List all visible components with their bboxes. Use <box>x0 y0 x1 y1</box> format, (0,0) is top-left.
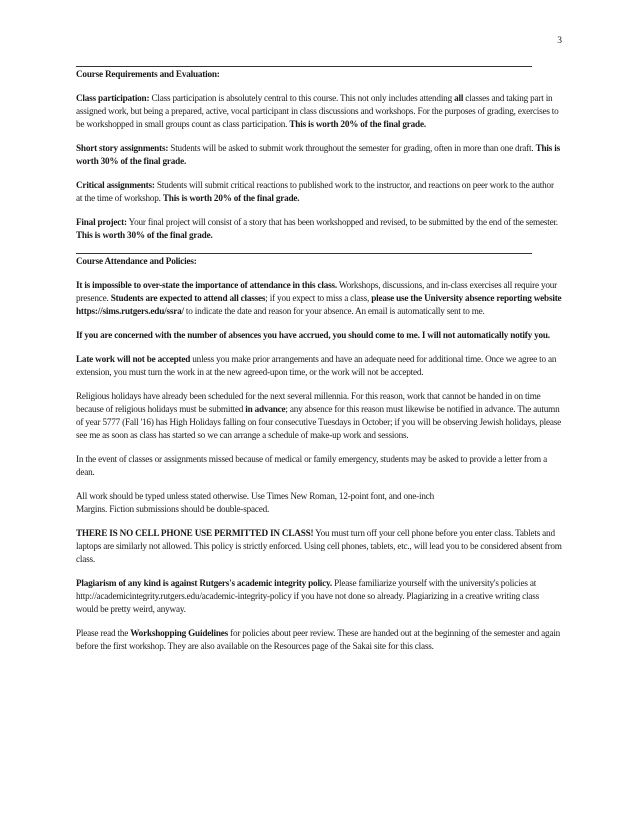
paragraph-attendance <box>76 279 562 318</box>
text: All work should be typed unless stated otherwise. Use Times New Roman, 12-point font, and one-inch <box>76 491 435 501</box>
grade-weight: This is worth 20% of the final grade. <box>289 119 426 129</box>
label-class-participation: Class participation: <box>76 93 150 103</box>
paragraph-critical <box>76 179 562 205</box>
paragraph-final-project <box>76 216 562 242</box>
section-divider <box>76 66 532 67</box>
page-content <box>76 66 562 664</box>
text: ; any absence for this reason must likewise be notified in advance. The autumn of year 5777 (Fall '16) has High Holidays falling on four consecutive Tuesdays in October; if you will be observing Jewish holidays, please see me as soon as class has started so we can arrange a schedule of make-up work and sessions. <box>76 404 561 440</box>
paragraph-plagiarism <box>76 577 562 616</box>
paragraph-emergency: In the event of classes or assignments missed because of medical or family emergency, students may be asked to provide a letter from a dean. <box>76 454 547 477</box>
text: Please familiarize yourself with the university's policies at http://academicintegrity.rutgers.edu/academic-integrity-policy if you have not done so already. Plagiarizing in a creative writing class would be pretty weird, anyway. <box>76 578 539 614</box>
emphasis: Late work will not be accepted <box>76 354 191 364</box>
page-number: 3 <box>557 36 562 46</box>
grade-weight: This is worth 20% of the final grade. <box>162 193 300 203</box>
paragraph-class-participation <box>76 92 562 131</box>
emphasis: If you are concerned with the number of absences you have accrued, you should come to me. I will not automatically notify you. <box>76 330 550 340</box>
text: Workshops, discussions, and in-class exercises all require your presence. <box>76 280 557 303</box>
text: Please read the <box>76 628 131 638</box>
paragraph-cell-phone <box>76 527 562 566</box>
emphasis: in advance <box>245 404 286 414</box>
label-final-project: Final project: <box>76 217 127 227</box>
text: Religious holidays have already been scheduled for the next several millennia. For this reason, work that cannot be handed in on time because of religious holidays must be submitted <box>76 391 541 414</box>
emphasis: THERE IS NO CELL PHONE USE PERMITTED IN CLASS! <box>76 528 314 538</box>
paragraph-religious-holidays <box>76 390 562 442</box>
grade-weight: This is worth 30% of the final grade. <box>76 143 560 166</box>
text: You must turn off your cell phone before you enter class. Tablets and laptops are similarly not allowed. This policy is strictly enforced. Using cell phones, tablets, etc., will lead you to be considered absent from class. <box>76 528 562 564</box>
text: for policies about peer review. These are handed out at the beginning of the semester and again before the first workshop. They are also available on the Resources page of the Sakai site for this class. <box>76 628 561 651</box>
text: Students will be asked to submit work throughout the semester for grading, often in more than one draft. <box>168 143 536 153</box>
text: Your final project will consist of a story that has been workshopped and revised, to be submitted by the end of the semester. <box>126 217 558 227</box>
emphasis-all: all <box>454 93 464 103</box>
text: Class participation is absolutely central to this course. This not only includes attending <box>149 93 455 103</box>
label-short-story: Short story assignments: <box>76 143 169 153</box>
text: ; if you expect to miss a class, <box>265 293 372 303</box>
section-heading-attendance: Course Attendance and Policies: <box>76 256 197 266</box>
text: Students will submit critical reactions to published work to the instructor, and reactions on peer work to the author at the time of workshop. <box>76 180 554 203</box>
absence-reporting-link[interactable]: please use the University absence reporting website https://sims.rutgers.edu/ssra/ <box>76 293 562 316</box>
emphasis: Plagiarism of any kind is against Rutgers's academic integrity policy. <box>76 578 333 588</box>
paragraph-guidelines <box>76 627 562 653</box>
paragraph-typed-work <box>76 490 562 516</box>
text: to indicate the date and reason for your absence. An email is automatically sent to me. <box>183 306 485 316</box>
text: Margins. Fiction submissions should be double-spaced. <box>76 504 270 514</box>
section-heading-requirements: Course Requirements and Evaluation: <box>76 69 220 79</box>
paragraph-short-story <box>76 142 562 168</box>
label-critical: Critical assignments: <box>76 180 155 190</box>
grade-weight: This is worth 30% of the final grade. <box>76 230 213 240</box>
section-divider <box>76 253 532 254</box>
text: unless you make prior arrangements and have an adequate need for additional time. Once we agree to an extension, you must turn the work in at the new agreed-upon time, or the work will not be accepted. <box>76 354 557 377</box>
emphasis: Workshopping Guidelines <box>130 628 228 638</box>
emphasis: It is impossible to over-state the importance of attendance in this class. <box>76 280 337 290</box>
text: classes and taking part in assigned work, but being a prepared, active, vocal participant in class discussions and workshops. For the purposes of grading, exercises to be workshopped in small groups count as class participation. <box>76 93 559 129</box>
paragraph-late-work <box>76 353 562 379</box>
paragraph-absences <box>76 329 562 342</box>
emphasis: Students are expected to attend all classes <box>110 293 266 303</box>
